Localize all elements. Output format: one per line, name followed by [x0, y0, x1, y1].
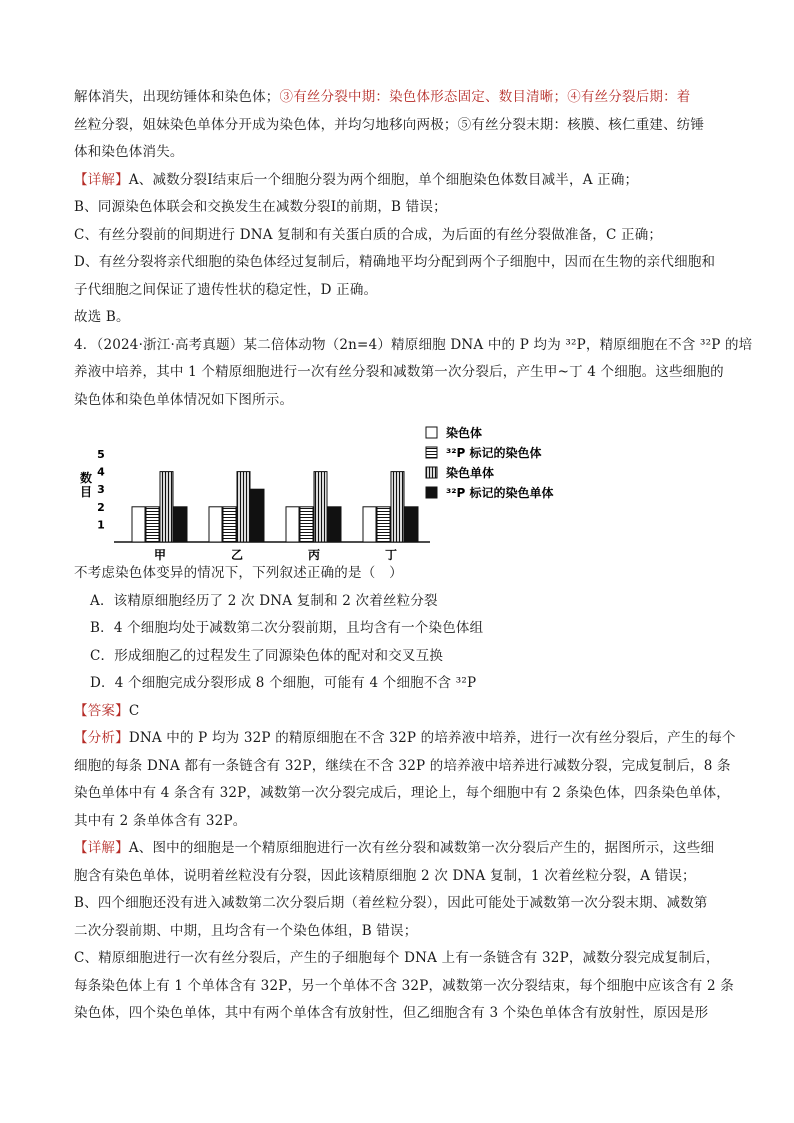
body-text: 染色体和染色单体情况如下图所示。: [74, 391, 294, 408]
text-line: [74, 88, 724, 116]
y-tick-label: 4: [97, 465, 105, 479]
body-text: D．4 个细胞完成分裂形成 8 个细胞，可能有 4 个细胞不含 ³²P: [90, 675, 477, 691]
body-text: C、精原细胞进行一次有丝分裂后，产生的子细胞每个 DNA 上有一条链含有 32P，减数分裂完成复制后，: [74, 950, 720, 966]
text-line: [74, 226, 724, 254]
text-block-before-figure: [74, 88, 753, 418]
bar-hstripe: [377, 507, 390, 542]
body-text: A、图中的细胞是一个精原细胞进行一次有丝分裂和减数第一次分裂后产生的，据图所示，这些细: [128, 840, 715, 856]
highlight-text: 【答案】: [74, 702, 129, 719]
body-text: 其中有 2 条单体含有 32P。: [74, 812, 247, 829]
body-text: 故选 B。: [74, 309, 130, 325]
bar-vstripe: [160, 472, 173, 542]
y-tick-label: 5: [97, 448, 105, 461]
text-line: [74, 363, 724, 391]
question-page: [74, 88, 753, 1032]
bar-white: [209, 507, 222, 542]
highlight-text: ③有丝分裂中期：染色体形态固定、数目清晰；: [279, 89, 568, 105]
body-text: 胞含有染色单体，说明着丝粒没有分裂，因此该精原细胞 2 次 DNA 复制，1 次着丝粒分裂，A 错误；: [74, 867, 696, 884]
category-label: 丙: [307, 548, 321, 562]
text-line: [74, 592, 724, 620]
text-line: [74, 949, 724, 977]
text-line: [74, 116, 724, 144]
body-text: C．形成细胞乙的过程发生了同源染色体的配对和交叉互换: [90, 647, 444, 664]
bar-hstripe: [300, 507, 313, 542]
body-text: 4．（2024·浙江·高考真题）某二倍体动物（2n=4）精原细胞 DNA 中的 P 均为 ³²P，精原细胞在不含 ³²P 的培: [74, 336, 753, 353]
legend-swatch: [426, 447, 437, 458]
text-line: [74, 784, 730, 812]
bar-white: [363, 507, 376, 542]
body-text: 解体消失，出现纺锤体和染色体；: [74, 89, 280, 105]
text-line: [74, 757, 731, 785]
body-text: 染色单体中有 4 条含有 32P，减数第一次分裂完成后，理论上，每个细胞中有 2 条染色体，四条染色单体，: [74, 785, 730, 801]
figure-bar-chart: [74, 420, 724, 562]
body-text: C、有丝分裂前的间期进行 DNA 复制和有关蛋白质的合成，为后面的有丝分裂做准备，C 正确；: [74, 226, 663, 243]
text-line: [74, 336, 753, 364]
y-tick-label: 3: [97, 483, 105, 497]
y-tick-label: 1: [97, 518, 105, 532]
body-text: 养液中培养，其中 1 个精原细胞进行一次有丝分裂和减数第一次分裂后，产生甲~丁 4 个细胞。这些细胞的: [74, 364, 724, 380]
category-label: 甲: [153, 548, 167, 562]
text-line: [74, 1004, 724, 1032]
chart-svg: [74, 420, 634, 562]
text-line: [74, 674, 724, 702]
highlight-text: 【详解】: [74, 840, 129, 856]
bar-vstripe: [237, 472, 250, 542]
bar-white: [132, 507, 145, 542]
highlight-text: ④有丝分裂后期：着: [567, 89, 691, 105]
text-line: [74, 281, 724, 309]
body-text: 子代细胞之间保证了遗传性状的稳定性，D 正确。: [74, 281, 378, 298]
body-text: A、减数分裂Ⅰ结束后一个细胞分裂为两个细胞，单个细胞染色体数目减半，A 正确；: [128, 171, 639, 188]
bar-vstripe: [391, 472, 404, 542]
text-line: [74, 143, 724, 171]
body-text: 不考虑染色体变异的情况下，下列叙述正确的是（ ）: [74, 565, 403, 581]
category-label: 丁: [384, 548, 398, 562]
text-line: [74, 894, 724, 922]
legend-swatch: [426, 427, 437, 438]
y-axis-label: 目: [79, 485, 93, 499]
bar-black: [328, 507, 341, 542]
body-text: 细胞的每条 DNA 都有一条链含有 32P，继续在不含 32P 的培养液中培养进行减数分裂，完成复制后，8 条: [74, 757, 731, 774]
text-line: [74, 702, 724, 730]
text-line: [74, 812, 724, 840]
text-line: [74, 391, 724, 419]
legend-swatch: [426, 467, 437, 478]
body-text: C: [128, 702, 140, 719]
text-line: [74, 729, 736, 757]
text-line: [74, 922, 724, 950]
text-line: [74, 564, 724, 592]
text-line: [74, 198, 724, 226]
text-line: [74, 839, 724, 867]
body-text: B、四个细胞还没有进入减数第二次分裂后期（着丝粒分裂），因此可能处于减数第一次分裂末期、减数第: [74, 895, 708, 911]
text-line: [74, 977, 734, 1005]
body-text: 体和染色体消失。: [74, 144, 184, 160]
body-text: 染色体，四个染色单体，其中有两个单体含有放射性，但乙细胞含有 3 个染色单体含有放射性，原因是形: [74, 1005, 709, 1021]
legend-swatch: [426, 487, 437, 498]
text-block-after-figure: [74, 564, 736, 1032]
text-line: [74, 308, 724, 336]
body-text: B、同源染色体联会和交换发生在减数分裂Ⅰ的前期，B 错误；: [74, 199, 447, 215]
legend-label: ³²P 标记的染色单体: [446, 486, 554, 500]
body-text: ⑤有丝分裂末期：核膜、核仁重建、纺锤: [457, 116, 705, 133]
y-axis-label: 数: [79, 471, 93, 485]
body-text: A．该精原细胞经历了 2 次 DNA 复制和 2 次着丝粒分裂: [90, 592, 438, 609]
body-text: B．4 个细胞均处于减数第二次分裂前期，且均含有一个染色体组: [90, 620, 484, 636]
bar-black: [251, 489, 264, 542]
highlight-text: 【详解】: [74, 171, 129, 188]
text-line: [74, 253, 724, 281]
body-text: DNA 中的 P 均为 32P 的精原细胞在不含 32P 的培养液中培养，进行一次有丝分裂后，产生的每个: [128, 730, 736, 746]
bar-black: [405, 507, 418, 542]
bar-black: [174, 507, 187, 542]
text-line: [74, 867, 724, 895]
legend-label: ³²P 标记的染色体: [446, 446, 542, 460]
bar-vstripe: [314, 472, 327, 542]
bar-hstripe: [223, 507, 236, 542]
text-line: [74, 647, 724, 675]
text-line: [74, 619, 724, 647]
bar-white: [286, 507, 299, 542]
body-text: D、有丝分裂将亲代细胞的染色体经过复制后，精确地平均分配到两个子细胞中，因而在生物的亲代细胞和: [74, 254, 716, 270]
legend-label: 染色体: [446, 426, 483, 440]
category-label: 乙: [230, 548, 244, 562]
body-text: 二次分裂前期、中期，且均含有一个染色体组，B 错误；: [74, 922, 418, 939]
body-text: 丝粒分裂，姐妹染色单体分开成为染色体，并均匀地移向两极；: [74, 116, 458, 133]
bar-hstripe: [146, 507, 159, 542]
y-tick-label: 2: [97, 500, 105, 514]
text-line: [74, 171, 724, 199]
legend-label: 染色单体: [446, 466, 495, 480]
highlight-text: 【分析】: [74, 730, 129, 746]
body-text: 每条染色体上有 1 个单体含有 32P，另一个单体不含 32P，减数第一次分裂结束，每个细胞中应该含有 2 条: [74, 977, 734, 994]
